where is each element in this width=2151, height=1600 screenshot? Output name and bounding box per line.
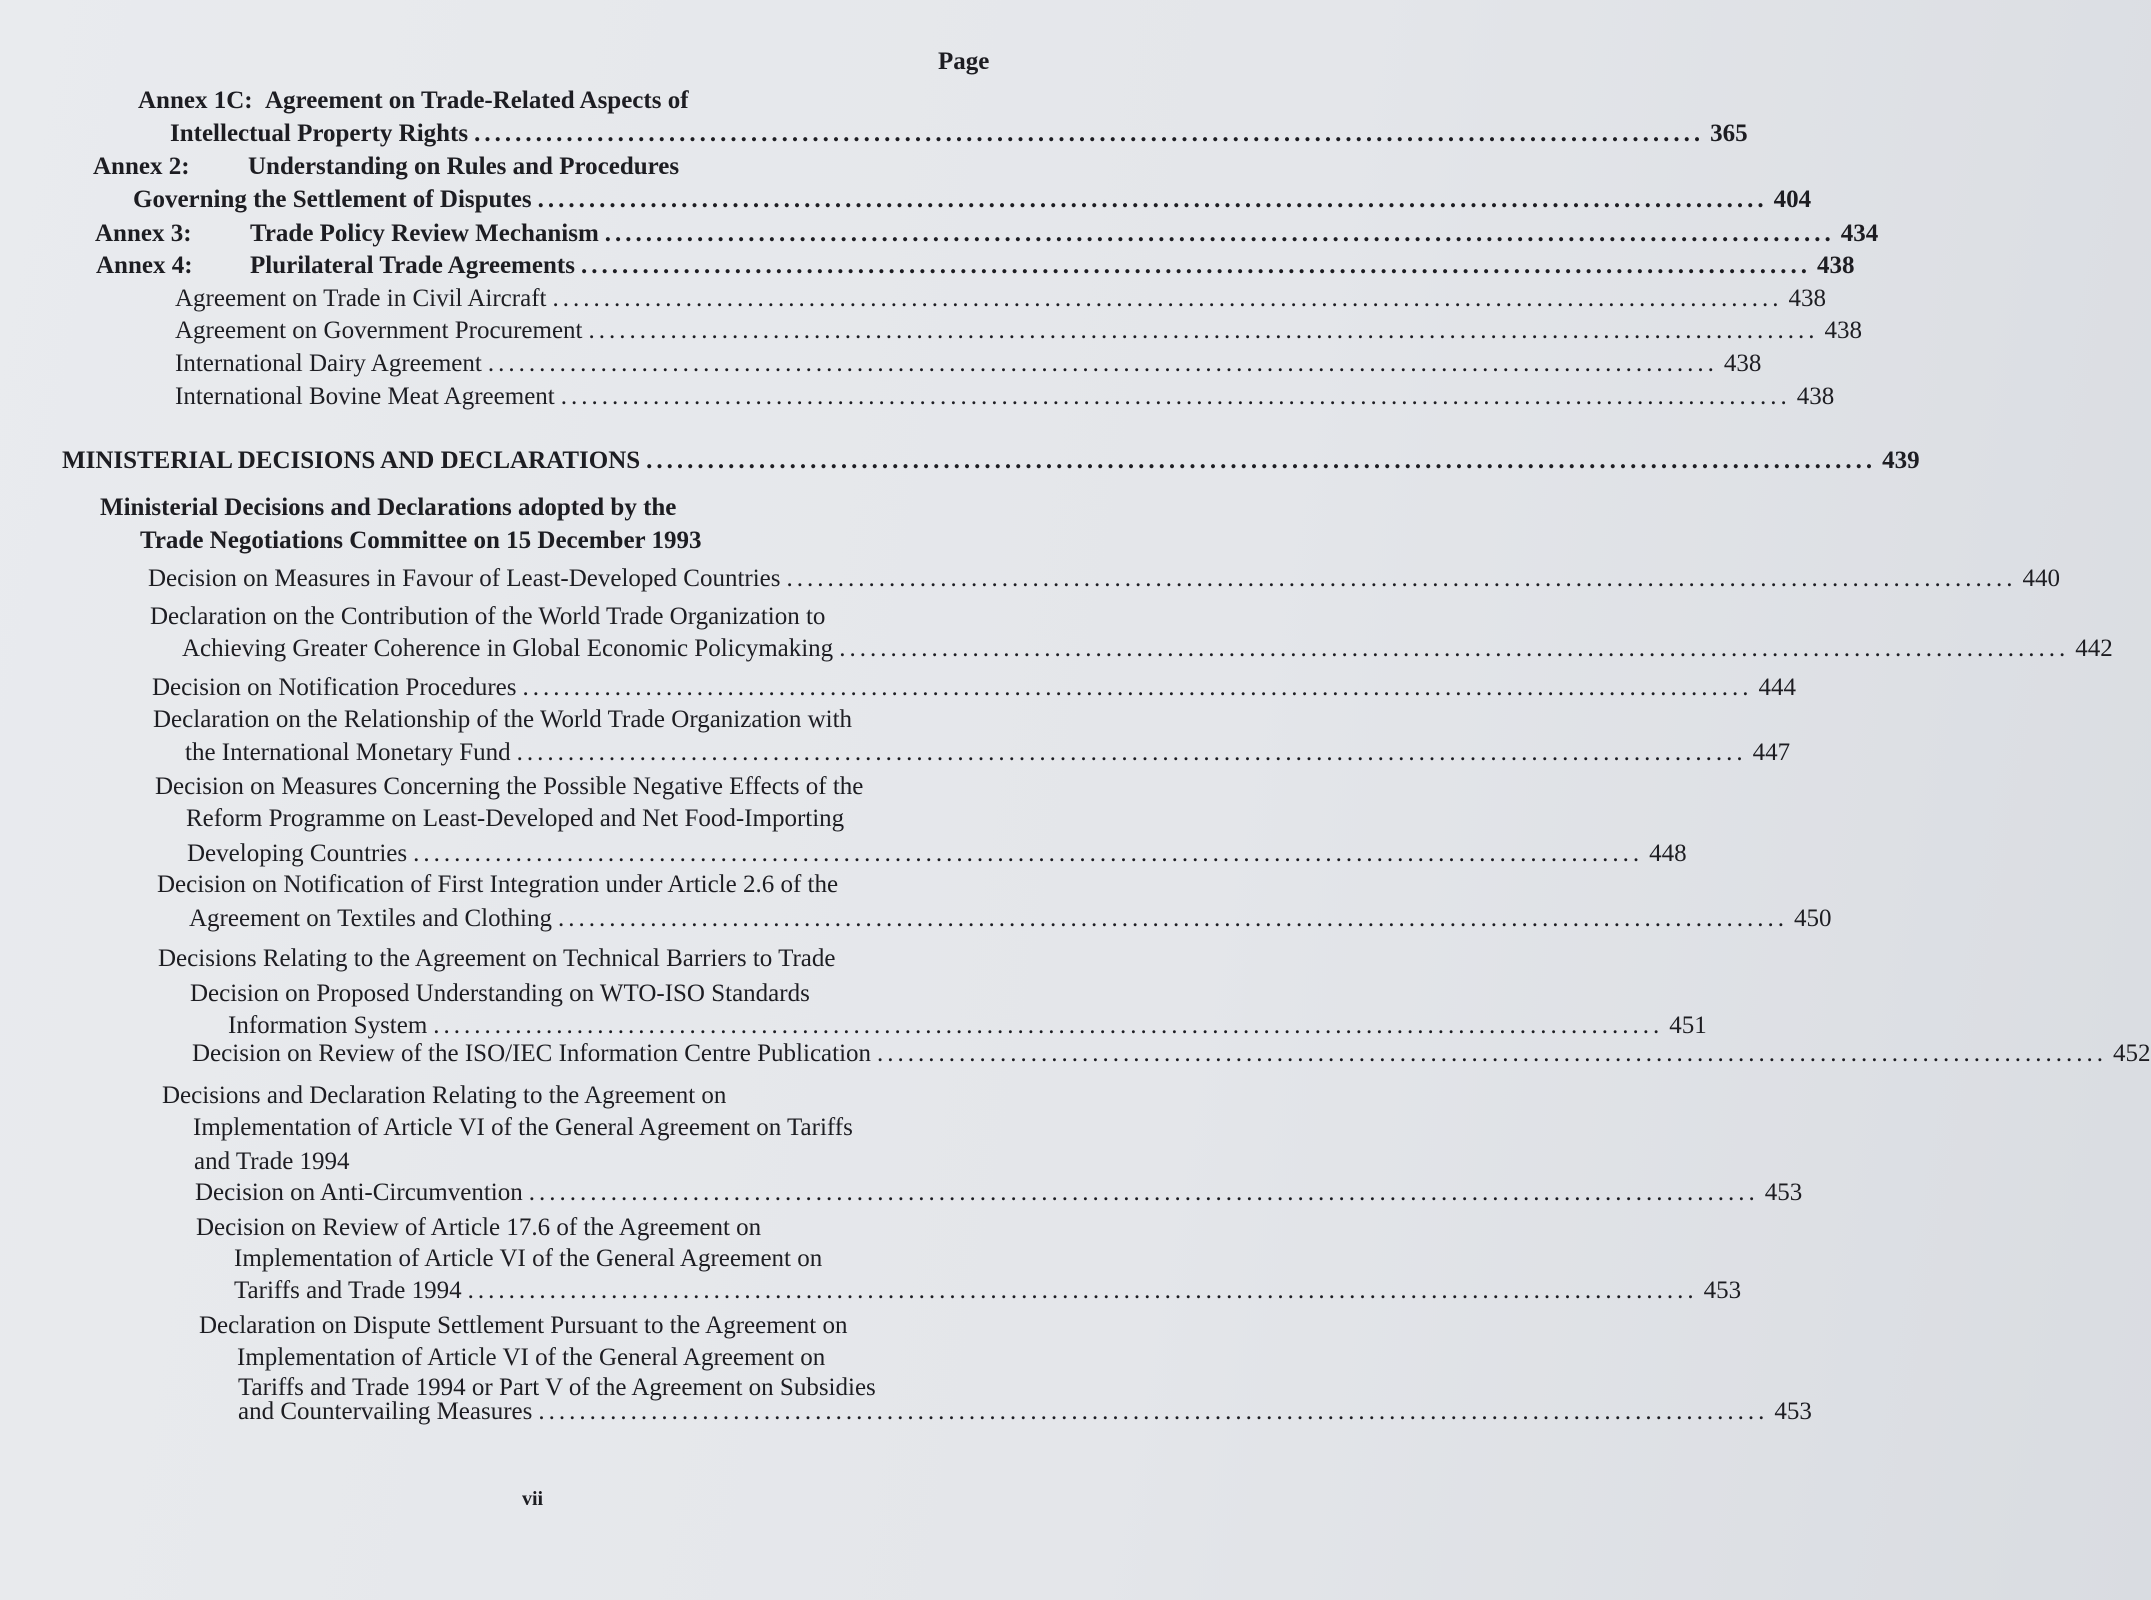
entry-title: Tariffs and Trade 1994 <box>234 1277 462 1304</box>
dot-leader: ........................................................................................................................ <box>474 120 1705 147</box>
entry-title: and Trade 1994 <box>194 1148 350 1175</box>
entry-title: Achieving Greater Coherence in Global Economic Policymaking <box>182 635 834 662</box>
entry-title: Decision on Notification of First Integration under Article 2.6 of the <box>157 871 839 898</box>
entry-title: International Dairy Agreement <box>175 350 482 377</box>
page-column-header: Page <box>938 48 990 75</box>
entry-title: Tariffs and Trade 1994 or Part V of the Agreement on Subsidies <box>238 1374 876 1401</box>
toc-entry-line <box>150 602 825 632</box>
entry-title: Intellectual Property Rights <box>170 120 469 147</box>
entry-title: Developing Countries <box>187 840 408 867</box>
entry-title: Decision on Measures Concerning the Possible Negative Effects of the <box>155 773 864 800</box>
dot-leader: ........................................................................................................................ <box>588 317 1819 344</box>
page-number: 450 <box>1794 905 1832 932</box>
toc-entry-line <box>175 382 1835 412</box>
toc-entry-line <box>194 1147 350 1177</box>
entry-title: and Countervailing Measures <box>238 1398 533 1425</box>
dot-leader: ........................................................................................................................ <box>467 1277 1698 1304</box>
entry-title: Trade Negotiations Committee on 15 December 1993 <box>140 527 702 554</box>
toc-entry-line <box>192 1039 2151 1069</box>
entry-title: Decision on Proposed Understanding on WTO-ISO Standards <box>190 980 810 1007</box>
entry-title: Implementation of Article VI of the General Agreement on Tariffs <box>193 1114 853 1141</box>
entry-title: Implementation of Article VI of the General Agreement on <box>234 1245 823 1272</box>
entry-title: Declaration on Dispute Settlement Pursuant to the Agreement on <box>199 1312 848 1339</box>
entry-title: Implementation of Article VI of the General Agreement on <box>237 1344 826 1371</box>
toc-entry-line <box>185 738 1791 768</box>
entry-title: Information System <box>228 1012 428 1039</box>
toc-entry-line <box>238 1397 1812 1427</box>
annex-label: Annex 1C: <box>138 87 253 114</box>
entry-title: Governing the Settlement of Disputes <box>133 186 532 213</box>
toc-entry-line <box>196 1213 761 1243</box>
page-number: 447 <box>1752 739 1791 766</box>
toc-entry-line <box>195 1178 1803 1208</box>
toc-entry-line <box>175 349 1762 379</box>
dot-leader: ........................................................................................................................ <box>580 252 1811 279</box>
toc-entry-line <box>234 1276 1742 1306</box>
entry-title: Declaration on the Contribution of the World Trade Organization to <box>150 603 826 630</box>
entry-title: Decision on Anti-Circumvention <box>195 1179 523 1206</box>
toc-entry-line <box>133 185 1812 215</box>
dot-leader: ........................................................................................................................ <box>537 186 1768 213</box>
toc-entry-line <box>62 446 1920 476</box>
page-number: 451 <box>1669 1012 1707 1039</box>
entry-title: International Bovine Meat Agreement <box>175 383 555 410</box>
page-number: 438 <box>1824 317 1863 344</box>
dot-leader: ........................................................................................................................ <box>487 350 1718 377</box>
page-number: 438 <box>1796 383 1835 410</box>
annex-label: Annex 3: <box>95 220 192 247</box>
toc-entry-line <box>187 839 1687 869</box>
toc-entry-line <box>158 944 836 974</box>
toc-entry-line <box>234 1244 822 1274</box>
page-number: 448 <box>1649 840 1687 867</box>
dot-leader: ........................................................................................................................ <box>538 1398 1769 1425</box>
page-number: 442 <box>2075 635 2113 662</box>
page-number: 438 <box>1723 350 1762 377</box>
page-number: 453 <box>1703 1277 1742 1304</box>
toc-entry-line <box>170 119 1748 149</box>
toc-entry-line <box>157 870 838 900</box>
toc-entry-line <box>199 1311 847 1341</box>
toc-entry-line <box>237 1343 825 1373</box>
entry-title: Declaration on the Relationship of the World Trade Organization with <box>153 706 853 733</box>
toc-entry-line <box>248 152 679 182</box>
entry-title: Trade Policy Review Mechanism <box>250 220 599 247</box>
entry-title: Agreement on Textiles and Clothing <box>189 905 553 932</box>
annex-label: Annex 4: <box>96 252 193 279</box>
entry-title: Agreement on Trade-Related Aspects of <box>265 87 689 114</box>
toc-entry-line <box>162 1081 726 1111</box>
toc-entry-line <box>155 772 863 802</box>
entry-title: Decision on Notification Procedures <box>152 674 517 701</box>
entry-title: Decisions and Declaration Relating to the Agreement on <box>162 1082 727 1109</box>
toc-entry-line <box>190 979 810 1009</box>
entry-title: Agreement on Trade in Civil Aircraft <box>175 285 547 312</box>
page-number: 439 <box>1882 447 1920 474</box>
toc-entry-line <box>228 1011 1707 1041</box>
annex-label: Annex 2: <box>93 153 190 180</box>
toc-entry-line <box>182 634 2113 664</box>
entry-title: Agreement on Government Procurement <box>175 317 583 344</box>
dot-leader: ........................................................................................................................ <box>522 674 1753 701</box>
dot-leader: ........................................................................................................................ <box>413 840 1644 867</box>
dot-leader: ........................................................................................................................ <box>604 220 1835 247</box>
dot-leader: ........................................................................................................................ <box>558 905 1789 932</box>
entry-title: Decisions Relating to the Agreement on Technical Barriers to Trade <box>158 945 836 972</box>
dot-leader: ........................................................................................................................ <box>516 739 1747 766</box>
page-number: 434 <box>1840 220 1879 247</box>
toc-entry-line <box>250 251 1855 281</box>
toc-entry-line <box>265 86 689 116</box>
entry-title: Reform Programme on Least-Developed and Net Food-Importing <box>186 805 845 832</box>
page-number: 438 <box>1816 252 1855 279</box>
toc-entry-line <box>250 219 1879 249</box>
toc-entry-line <box>140 526 701 556</box>
entry-title: Understanding on Rules and Procedures <box>248 153 680 180</box>
dot-leader: ........................................................................................................................ <box>839 635 2070 662</box>
toc-entry-line <box>148 564 2060 594</box>
entry-title: MINISTERIAL DECISIONS AND DECLARATIONS <box>62 447 641 474</box>
dot-leader: ........................................................................................................................ <box>552 285 1783 312</box>
entry-title: Decision on Measures in Favour of Least-Developed Countries <box>148 565 781 592</box>
dot-leader: ........................................................................................................................ <box>528 1179 1759 1206</box>
page-number: 453 <box>1764 1179 1803 1206</box>
page-number: 438 <box>1788 285 1826 312</box>
dot-leader: ........................................................................................................................ <box>646 447 1877 474</box>
toc-entry-line <box>153 705 852 735</box>
toc-entry-line <box>152 673 1796 703</box>
toc-entry-line <box>175 316 1863 346</box>
entry-title: Ministerial Decisions and Declarations adopted by the <box>100 494 677 521</box>
page-folio: vii <box>522 1488 544 1510</box>
toc-entry-line <box>100 493 676 523</box>
entry-title: Plurilateral Trade Agreements <box>250 252 575 279</box>
page-number: 444 <box>1758 674 1796 701</box>
toc-entry-line <box>189 904 1832 934</box>
toc-entry-line <box>186 804 844 834</box>
toc-entry-line <box>193 1113 853 1143</box>
entry-title: Decision on Review of Article 17.6 of the Agreement on <box>196 1214 762 1241</box>
dot-leader: ........................................................................................................................ <box>433 1012 1664 1039</box>
page-number: 404 <box>1773 186 1812 213</box>
dot-leader: ........................................................................................................................ <box>877 1040 2108 1067</box>
toc-entry-line <box>175 284 1826 314</box>
entry-title: Decision on Review of the ISO/IEC Information Centre Publication <box>192 1040 872 1067</box>
page-number: 365 <box>1710 120 1748 147</box>
dot-leader: ........................................................................................................................ <box>560 383 1791 410</box>
page-number: 440 <box>2022 565 2060 592</box>
entry-title: the International Monetary Fund <box>185 739 511 766</box>
page-number: 452 <box>2113 1040 2151 1067</box>
page-number: 453 <box>1774 1398 1812 1425</box>
dot-leader: ........................................................................................................................ <box>786 565 2017 592</box>
